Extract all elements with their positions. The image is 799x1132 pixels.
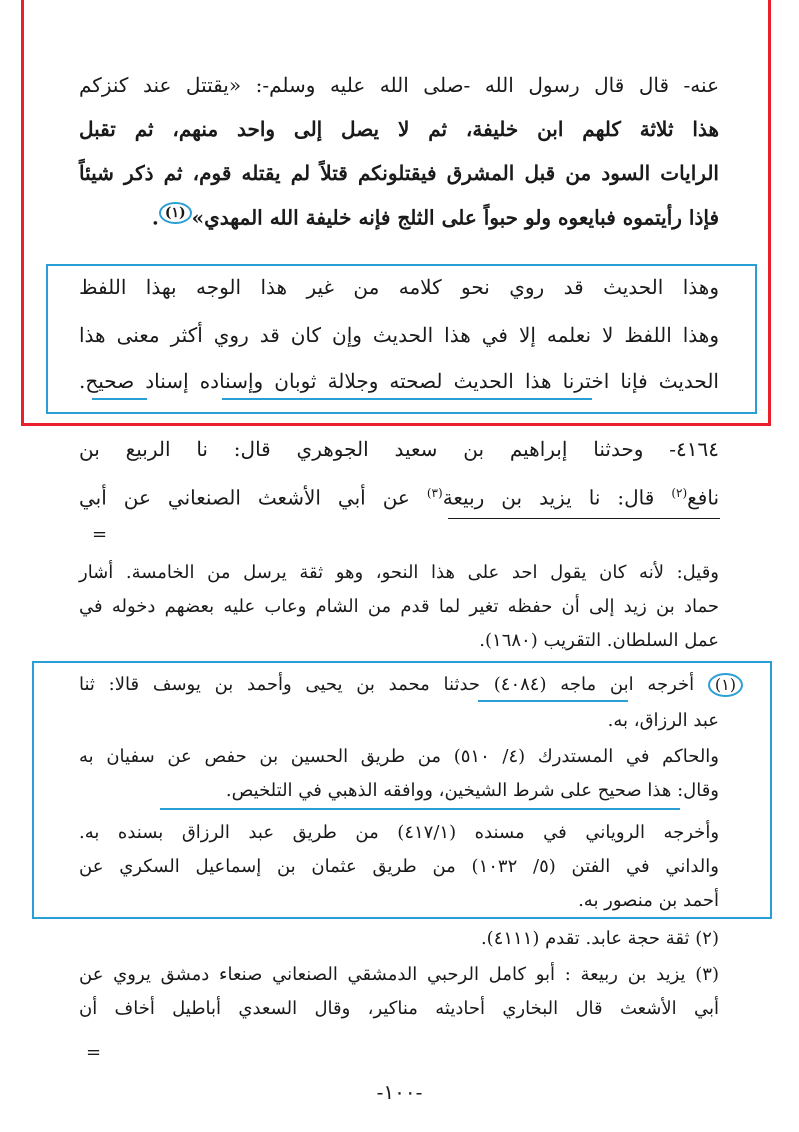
footnote-separator	[448, 518, 720, 519]
main-line-5: وهذا الحديث قد روي نحو كلامه من غير هذا الوجه بهذا اللفظ	[79, 275, 719, 299]
footnote-1-line-3: والحاكم في المستدرك (٤/ ٥١٠) من طريق الحسين بن حفص عن سفيان به	[79, 746, 720, 767]
footnote-1-line-7: أحمد بن منصور به.	[578, 890, 719, 911]
footnote-1-line-5: وأخرجه الروياني في مسنده (٤١٧/١) من طريق عبد الرزاق بسنده به.	[79, 822, 720, 843]
main-line-4: فإذا رأيتموه فبايعوه ولو حبواً على الثلج فإنه خليفة الله المهدي»(١).	[79, 202, 719, 233]
footnote-ref-1: (١)	[159, 202, 192, 224]
main-line-7: الحديث فإنا اخترنا هذا الحديث لصحته وجلالة ثوبان وإسناده إسناد صحيح.	[79, 369, 719, 393]
main-line-4-text: فإذا رأيتموه فبايعوه ولو حبواً على الثلج فإنه خليفة الله المهدي»	[191, 205, 719, 230]
main-line-1: عنه- قال قال رسول الله -صلى الله عليه وسلم-: «يقتتل عند كنزكم	[79, 73, 720, 97]
footnote-cont-line-3: عمل السلطان. التقريب (١٦٨٠).	[479, 630, 719, 651]
footnote-1-line-1-text: أخرجه ابن ماجه (٤٠٨٤) حدثنا محمد بن يحيى وأحمد بن يوسف قالا: ثنا	[79, 674, 695, 695]
main-line-6: وهذا اللفظ لا نعلمه إلا في هذا الحديث وإن كان قد روي أكثر معنى هذا	[79, 323, 719, 347]
footnote-1-number: (١)	[708, 673, 743, 697]
footnote-2: (٢) ثقة حجة عابد. تقدم (٤١١١).	[480, 928, 719, 949]
footnote-ref-2: (٢)	[671, 486, 688, 500]
footnote-3-line-1: (٣) يزيد بن ربيعة : أبو كامل الرحبي الدمشقي الصنعاني صنعاء دمشق يروي عن	[79, 964, 719, 985]
footnote-1-line-6: والداني في الفتن (٥/ ١٠٣٢) من طريق عثمان بن إسماعيل السكري عن	[79, 856, 719, 877]
underline-main	[222, 398, 592, 400]
underline-main-2	[92, 398, 147, 400]
hadith-line-2	[79, 478, 719, 513]
main-line-3: الرايات السود من قبل المشرق فيقتلونكم قتلاً لم يقتله قوم، ثم ذكر شيئاً	[79, 161, 719, 185]
footnote-3-line-2: أبي الأشعث قال البخاري أحاديثه مناكير، وقال السعدي أباطيل أخاف أن	[79, 998, 719, 1019]
underline-fn1-b	[160, 808, 680, 810]
hadith-line-2-c: عن أبي الأشعث الصنعاني عن أبي	[79, 485, 427, 510]
page-number: -١٠٠-	[376, 1080, 423, 1104]
footnote-1-line-4: وقال: هذا صحيح على شرط الشيخين، ووافقه الذهبي في التلخيص.	[225, 780, 719, 801]
main-line-2: هذا ثلاثة كلهم ابن خليفة، ثم لا يصل إلى واحد منهم، ثم تقبل	[79, 117, 719, 141]
continuation-mark: =	[92, 524, 108, 545]
footnote-ref-3: (٣)	[426, 486, 443, 500]
hadith-line-2-a: نافع	[687, 485, 720, 510]
footnote-continuation-mark: =	[86, 1042, 102, 1063]
footnote-1-line-1	[79, 670, 743, 700]
hadith-line-1: ٤١٦٤- وحدثنا إبراهيم بن سعيد الجوهري قال: نا الربيع بن	[79, 437, 719, 461]
hadith-line-2-b: قال: نا يزيد بن ربيعة	[442, 485, 672, 510]
footnote-cont-line-1: وقيل: لأنه كان يقول احد على هذا النحو، وهو ثقة يرسل من الخامسة. أشار	[79, 562, 719, 583]
footnote-cont-line-2: حماد بن زيد إلى أن حفظه تغير لما قدم من الشام وعاب عليه بعضهم دخوله في	[79, 596, 719, 617]
footnote-1-line-2: عبد الرزاق، به.	[607, 710, 719, 731]
underline-fn1-a	[478, 700, 628, 702]
